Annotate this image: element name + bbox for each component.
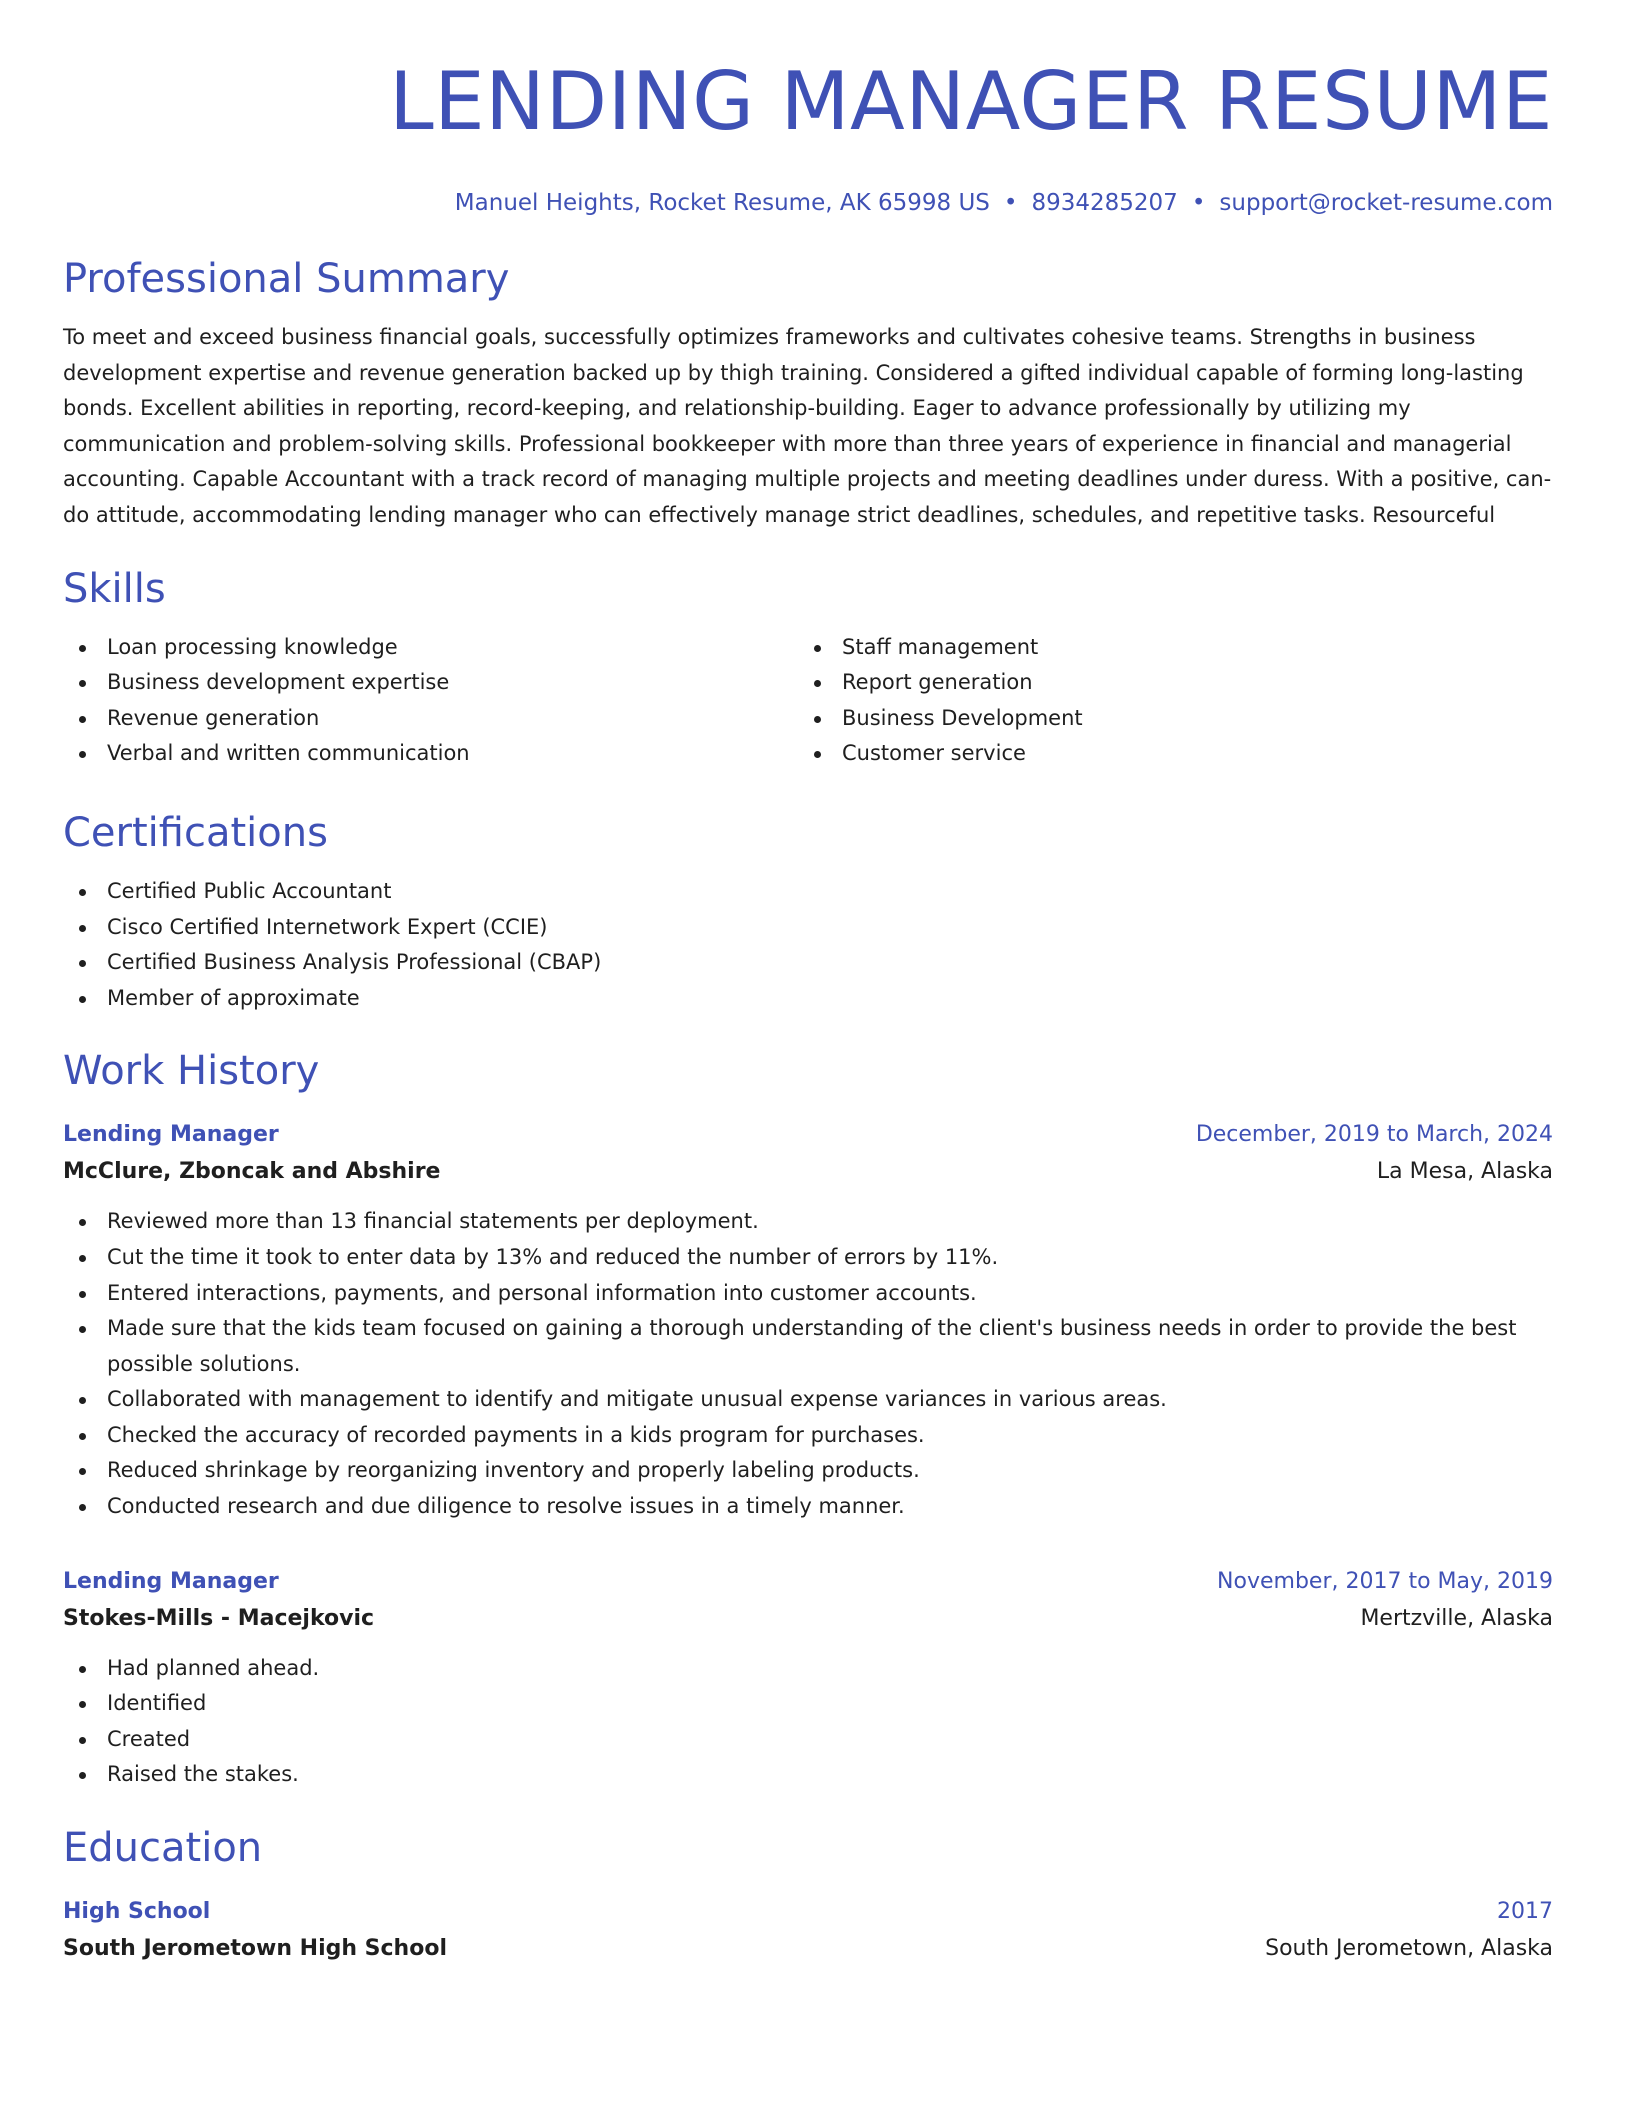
education-degree: High School (63, 1899, 211, 1925)
work-history-heading: Work History (63, 1048, 320, 1095)
job-duty: Created (63, 1722, 1553, 1758)
education-school: South Jerometown High School (63, 1936, 447, 1962)
job-header-row (63, 1565, 1553, 1599)
skill-item: Staff management (798, 630, 1533, 666)
skills-grid (63, 630, 1553, 772)
contact-line (63, 188, 1553, 218)
certifications-section (63, 808, 1553, 1016)
summary-text: To meet and exceed business financial goals, successfully optimizes frameworks and cultivates cohesive teams. Strengths in business development expertise and revenue generation backed up by thigh training. Considered a gifted individual capable of forming long-lasting bonds. Excellent abilities in reporting, record-keeping, and relationship-building. Eager to advance professionally by utilizing my communication and problem-solving skills. Professional bookkeeper with more than three years of experience in financial and managerial accounting. Capable Accountant with a track record of managing multiple projects and meeting deadlines under duress. With a positive, can-do attitude, accommodating lending manager who can effectively manage strict deadlines, schedules, and repetitive tasks. Resourceful (63, 325, 1552, 527)
resume-name: LENDING MANAGER RESUME (389, 55, 1553, 148)
job-location: Mertzville, Alaska (1360, 1605, 1553, 1631)
education-entry (63, 1895, 1553, 1969)
job-company-row (63, 1152, 1553, 1192)
job-header-row (63, 1118, 1553, 1152)
job-duty: Identified (63, 1686, 1553, 1722)
job-title: Lending Manager (63, 1568, 279, 1594)
skills-list-right (798, 630, 1533, 772)
job-duty: Cut the time it took to enter data by 13% and reduced the number of errors by 11%. (63, 1240, 1553, 1276)
education-section (63, 1823, 1553, 1969)
skills-heading: Skills (63, 565, 166, 612)
job-company: McClure, Zboncak and Abshire (63, 1159, 441, 1185)
skill-item: Verbal and written communication (63, 736, 798, 772)
job-dates: December, 2019 to March, 2024 (1195, 1122, 1553, 1148)
contact-address: Manuel Heights, Rocket Resume, AK 65998 US (454, 190, 990, 216)
education-school-row (63, 1929, 1553, 1969)
job-duty: Collaborated with management to identify and mitigate unusual expense variances in various areas. (63, 1382, 1553, 1418)
job-duty: Raised the stakes. (63, 1757, 1553, 1793)
job-duties-list (63, 1204, 1553, 1524)
job-duty: Checked the accuracy of recorded payments in a kids program for purchases. (63, 1418, 1553, 1454)
certification-item: Certified Public Accountant (63, 874, 1553, 910)
contact-separator: • (1191, 190, 1206, 216)
skill-item: Business development expertise (63, 665, 798, 701)
resume-header (63, 52, 1553, 218)
resume-page (63, 0, 1553, 1969)
job-title: Lending Manager (63, 1122, 279, 1148)
job-dates: November, 2017 to May, 2019 (1217, 1568, 1553, 1594)
skill-item: Report generation (798, 665, 1533, 701)
contact-phone: 8934285207 (1031, 190, 1178, 216)
education-location: South Jerometown, Alaska (1265, 1936, 1553, 1962)
job-company-row (63, 1599, 1553, 1639)
summary-heading: Professional Summary (63, 256, 510, 302)
certification-item: Member of approximate (63, 981, 1553, 1017)
job-entry (63, 1565, 1553, 1793)
education-year: 2017 (1497, 1899, 1553, 1925)
skill-item: Customer service (798, 736, 1533, 772)
certification-item: Cisco Certified Internetwork Expert (CCIE) (63, 910, 1553, 946)
skills-list-left (63, 630, 798, 772)
education-header-row (63, 1895, 1553, 1929)
skill-item: Revenue generation (63, 701, 798, 737)
job-company: Stokes-Mills - Macejkovic (63, 1605, 375, 1631)
job-location: La Mesa, Alaska (1376, 1159, 1553, 1185)
certification-item: Certified Business Analysis Professional (CBAP) (63, 945, 1553, 981)
certifications-list (63, 874, 1553, 1016)
summary-section (63, 254, 1553, 534)
education-heading: Education (63, 1825, 263, 1872)
job-entry (63, 1118, 1553, 1524)
contact-separator: • (1003, 190, 1018, 216)
job-duties-list (63, 1651, 1553, 1793)
job-duty: Reviewed more than 13 financial statements per deployment. (63, 1204, 1553, 1240)
skill-item: Business Development (798, 701, 1533, 737)
skills-section (63, 564, 1553, 772)
job-duty: Reduced shrinkage by reorganizing inventory and properly labeling products. (63, 1453, 1553, 1489)
job-duty: Made sure that the kids team focused on gaining a thorough understanding of the client's business needs in order to provide the best possible solutions. (63, 1311, 1553, 1382)
certifications-heading: Certifications (63, 809, 328, 856)
job-duty: Had planned ahead. (63, 1651, 1553, 1687)
job-duty: Entered interactions, payments, and personal information into customer accounts. (63, 1276, 1553, 1312)
contact-email: support@rocket-resume.com (1219, 190, 1553, 216)
job-duty: Conducted research and due diligence to resolve issues in a timely manner. (63, 1489, 1553, 1525)
skill-item: Loan processing knowledge (63, 630, 798, 666)
work-history-section (63, 1046, 1553, 1793)
